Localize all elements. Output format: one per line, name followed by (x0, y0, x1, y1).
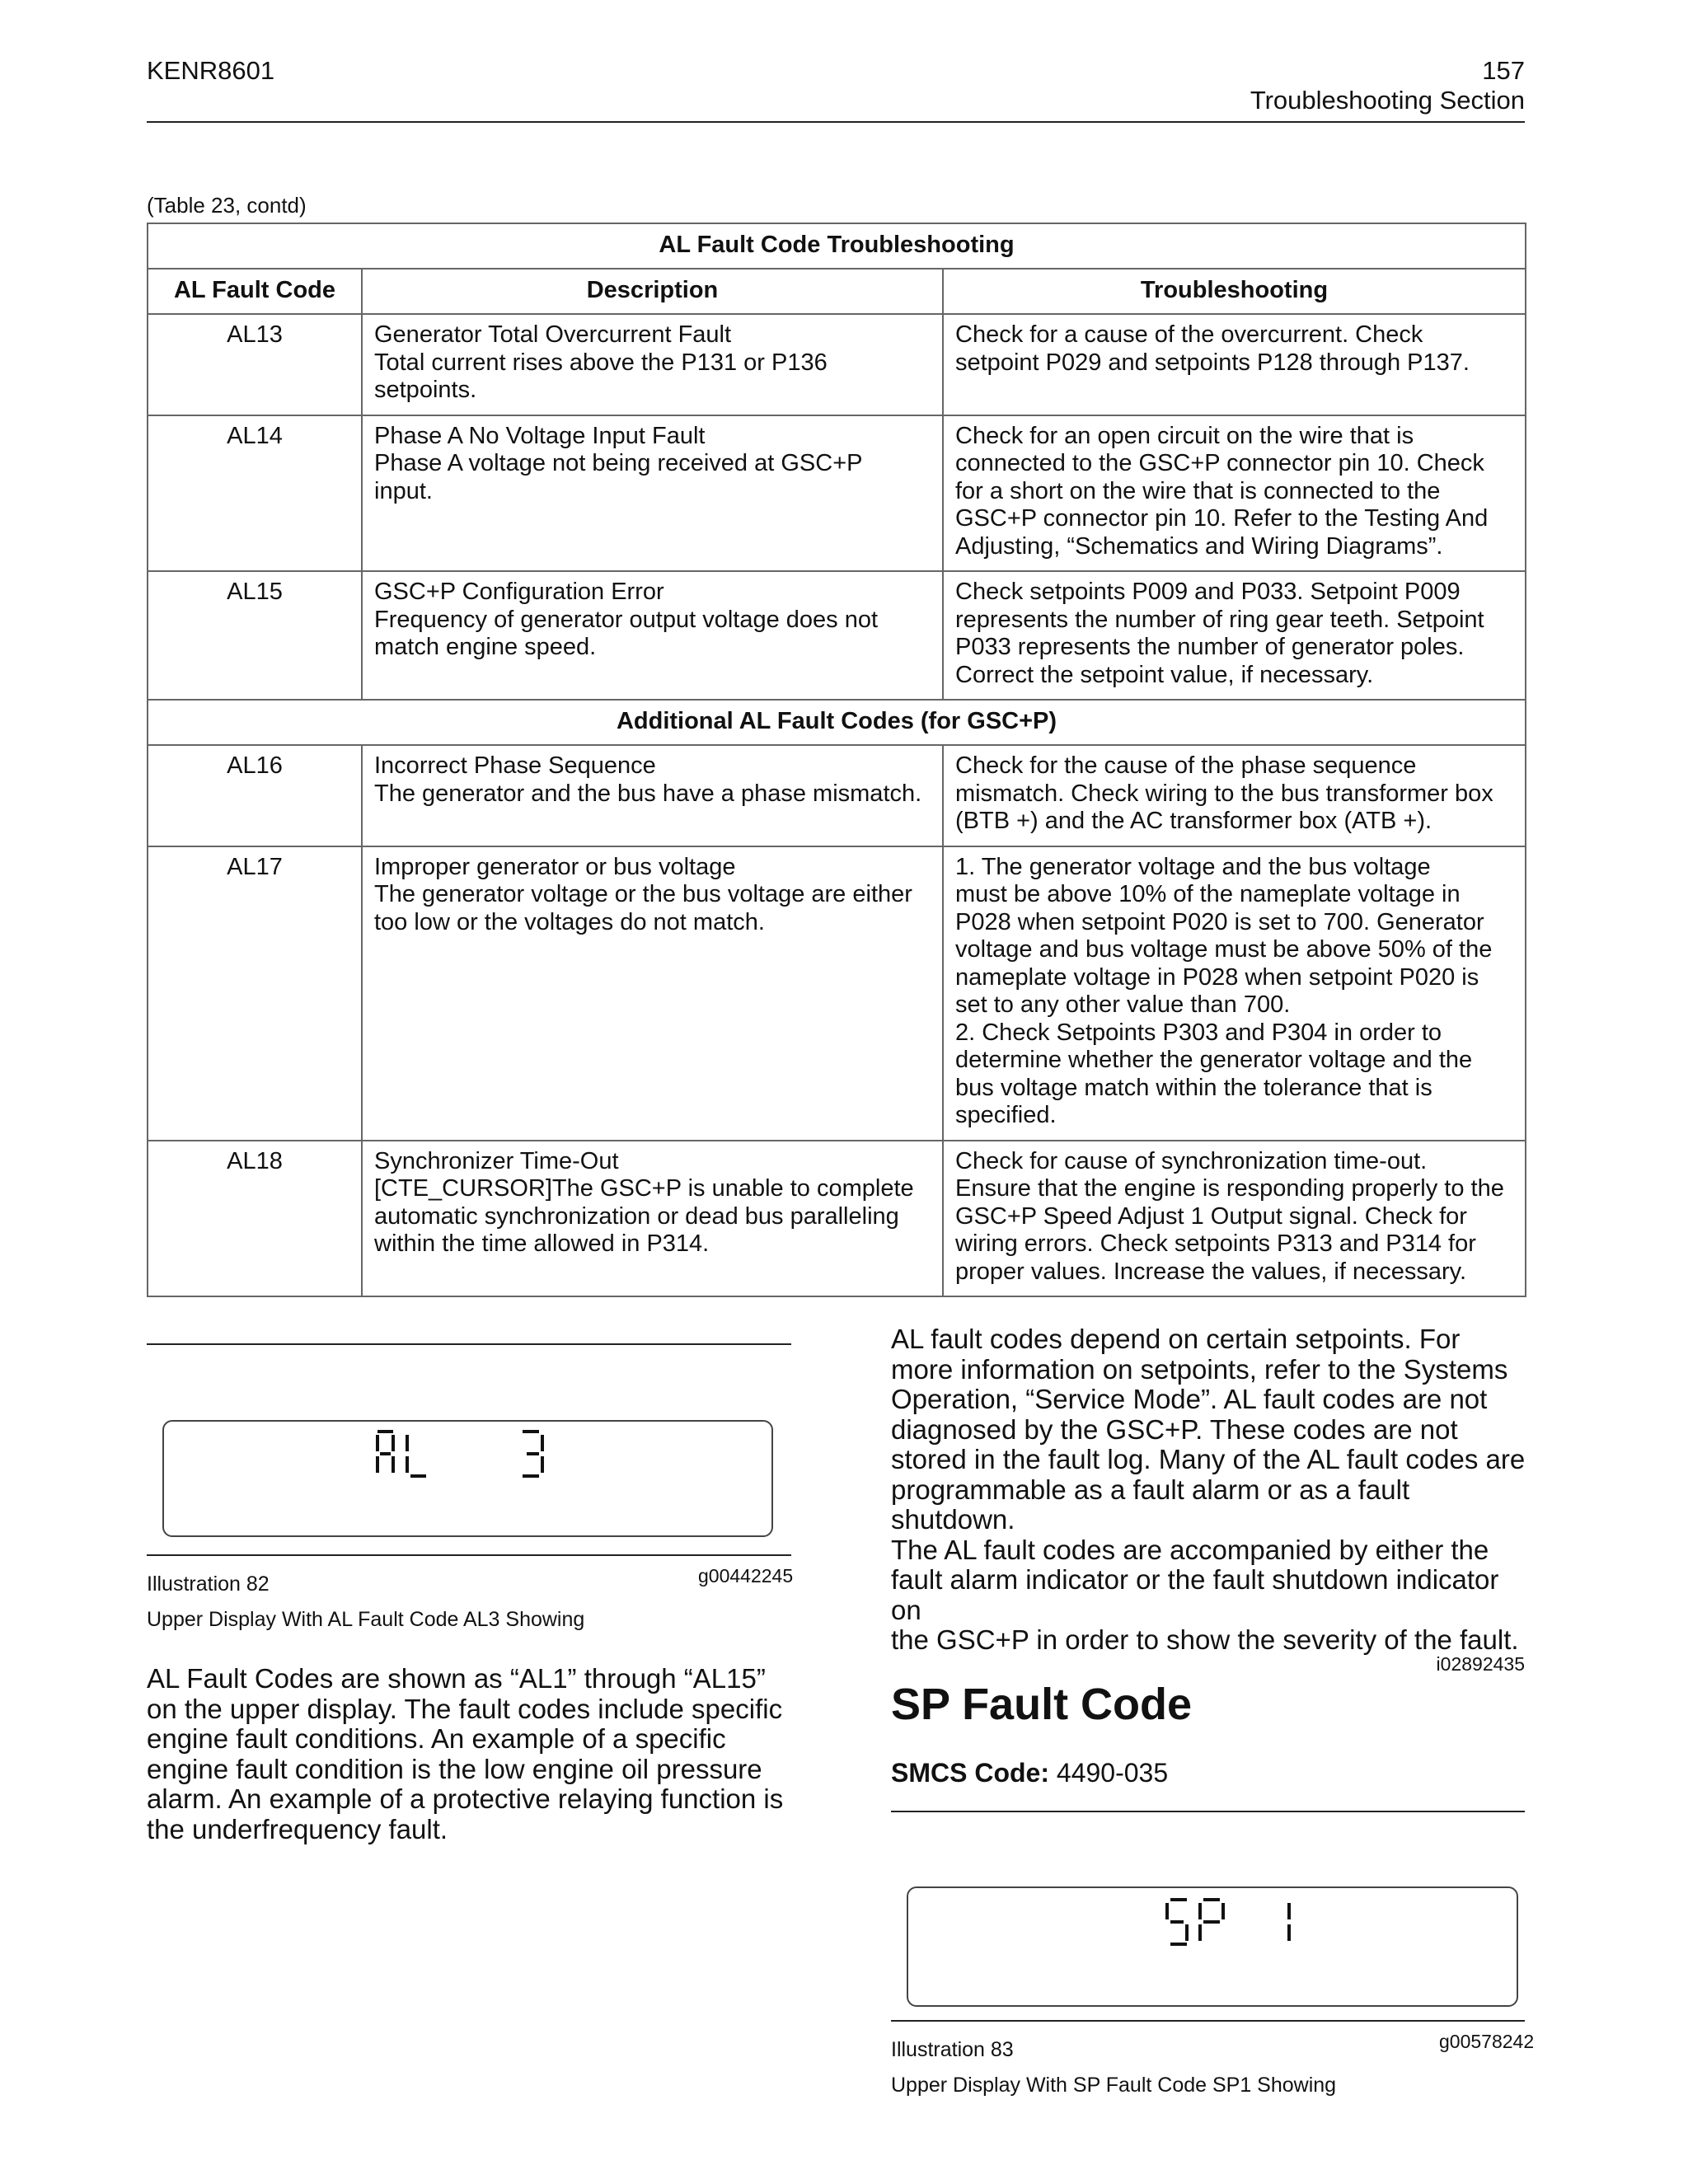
table-row (148, 571, 1526, 700)
description-cell: Incorrect Phase Sequence The generator and the bus have a phase mismatch. (362, 745, 943, 846)
al-codes-paragraph: AL Fault Codes are shown as “AL1” through “AL15” on the upper display. The fault codes include specific engine fault conditions. An example of a specific engine fault condition is the low engine oil pressure alarm. An example of a protective relaying function is the underfrequency fault. (147, 1663, 784, 1844)
troubleshooting-cell: Check for cause of synchronization time-out. Ensure that the engine is responding properly to the GSC+P Speed Adjust 1 Output signal. Check for wiring errors. Check setpoints P313 and P314 for proper values. Increase the values, if necessary. (943, 1141, 1526, 1297)
upper-display-al3 (162, 1420, 773, 1537)
table-row (148, 846, 1526, 1141)
description-cell: Generator Total Overcurrent Fault Total current rises above the P131 or P136 setpoints. (362, 314, 943, 415)
troubleshooting-cell: Check setpoints P009 and P033. Setpoint P009 represents the number of ring gear teeth. Setpoint P033 represents the number of generator poles. Correct the setpoint value, if necessary. (943, 571, 1526, 700)
table-caption: (Table 23, contd) (147, 193, 307, 218)
illustration-83-label: Illustration 83 (891, 2038, 1014, 2061)
section-title: Troubleshooting Section (1250, 86, 1525, 115)
fault-code: AL13 (148, 314, 362, 415)
table-subheader: Additional AL Fault Codes (for GSC+P) (148, 700, 1526, 745)
description-cell: Improper generator or bus voltage The generator voltage or the bus voltage are either too low or the voltages do not match. (362, 846, 943, 1141)
fault-code: AL15 (148, 571, 362, 700)
illustration-82-id: g00442245 (698, 1565, 794, 1586)
description-cell: GSC+P Configuration Error Frequency of generator output voltage does not match engine speed. (362, 571, 943, 700)
column-header-troubleshooting: Troubleshooting (943, 269, 1526, 314)
illustration-83-id: g00578242 (1439, 2031, 1535, 2052)
smcs-code (891, 1757, 1168, 1788)
illustration-82-bottom-rule (147, 1554, 791, 1556)
doc-id: KENR8601 (147, 56, 275, 85)
smcs-label: SMCS Code: (891, 1758, 1049, 1788)
troubleshooting-cell: Check for the cause of the phase sequence mismatch. Check wiring to the bus transformer box (BTB +) and the AC transformer box (ATB +). (943, 745, 1526, 846)
troubleshooting-cell: 1. The generator voltage and the bus voltage must be above 10% of the nameplate voltage in P028 when setpoint P020 is set to 700. Generator voltage and bus voltage must be above 50% of the nameplate voltage in P028 when setpoint P020 is set to any other value than 700. 2. Check Setpoints P303 and P304 in order to determine whether the generator voltage and the bus voltage match within the tolerance that is specified. (943, 846, 1526, 1141)
fault-code: AL18 (148, 1141, 362, 1297)
smcs-value: 4490-035 (1056, 1758, 1169, 1788)
fault-code: AL16 (148, 745, 362, 846)
illustration-82-caption: Upper Display With AL Fault Code AL3 Showing (147, 1608, 585, 1631)
illustration-83-caption: Upper Display With SP Fault Code SP1 Showing (891, 2074, 1337, 2097)
al-fault-code-table (147, 223, 1526, 1297)
description-cell: Synchronizer Time-Out [CTE_CURSOR]The GSC+P is unable to complete automatic synchronization or dead bus paralleling within the time allowed in P314. (362, 1141, 943, 1297)
fault-code: AL17 (148, 846, 362, 1141)
sp-fault-code-title: SP Fault Code (891, 1680, 1193, 1729)
troubleshooting-cell: Check for a cause of the overcurrent. Check setpoint P029 and setpoints P128 through P137. (943, 314, 1526, 415)
seven-segment-readout-sp1 (908, 1888, 1517, 2005)
upper-display-sp1 (907, 1886, 1518, 2007)
header-rule (147, 121, 1525, 123)
sp-section-rule (891, 1811, 1525, 1812)
table-row (148, 415, 1526, 572)
al-setpoints-paragraph: AL fault codes depend on certain setpoints. For more information on setpoints, refer to the Systems Operation, “Service Mode”. AL fault codes are not diagnosed by the GSC+P. These codes are not stored in the fault log. Many of the AL fault codes are programmable as a fault alarm or as a fault shutdown. The AL fault codes are accompanied by either the fault alarm indicator or the fault shutdown indicator on the GSC+P in order to show the severity of the fault. (891, 1324, 1526, 1655)
table-title: AL Fault Code Troubleshooting (148, 223, 1526, 269)
troubleshooting-cell: Check for an open circuit on the wire that is connected to the GSC+P connector pin 10. Check for a short on the wire that is connected to the GSC+P connector pin 10. Refer to the Testing And Adjusting, “Schematics and Wiring Diagrams”. (943, 415, 1526, 572)
illustration-82-label: Illustration 82 (147, 1572, 270, 1596)
table-row (148, 1141, 1526, 1297)
fault-code: AL14 (148, 415, 362, 572)
table-row (148, 314, 1526, 415)
illustration-82-top-rule (147, 1343, 791, 1345)
sp-doc-ref: i02892435 (1436, 1653, 1525, 1675)
column-header-code: AL Fault Code (148, 269, 362, 314)
column-header-description: Description (362, 269, 943, 314)
illustration-83-bottom-rule (891, 2020, 1525, 2022)
page-number: 157 (1482, 56, 1525, 85)
table-row (148, 745, 1526, 846)
description-cell: Phase A No Voltage Input Fault Phase A voltage not being received at GSC+P input. (362, 415, 943, 572)
seven-segment-readout-al3 (164, 1422, 771, 1535)
